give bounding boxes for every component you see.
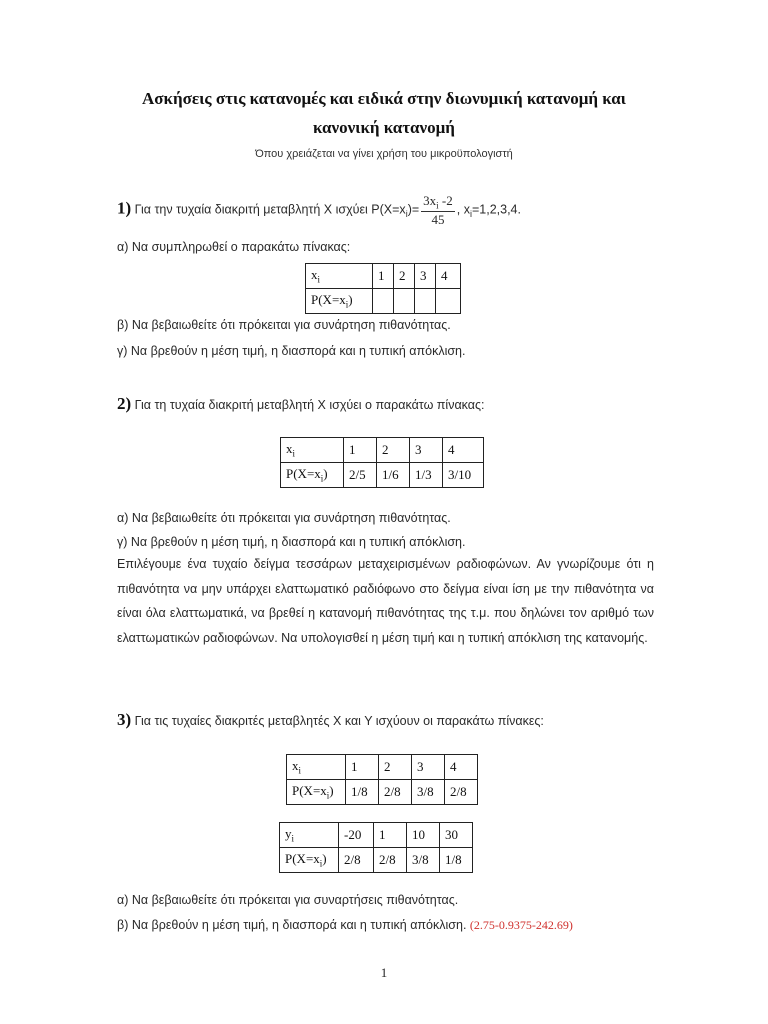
exercise-3-part-a: α) Να βεβαιωθείτε ότι πρόκειται για συναρτήσεις πιθανότητας. xyxy=(117,893,459,907)
exercise-1-domain-rest: =1,2,3,4. xyxy=(471,202,521,217)
row-label-sub: i xyxy=(292,448,296,459)
row-label-sub: i xyxy=(317,274,321,285)
row-label: P(X=x xyxy=(286,466,321,482)
table-cell: -20 xyxy=(339,823,374,848)
table-cell: 3 xyxy=(415,264,436,289)
table-cell: 30 xyxy=(440,823,473,848)
exercise-2-paragraph: Επιλέγουμε ένα τυχαίο δείγμα τεσσάρων μεταχειρισμένων ραδιοφώνων. Αν γνωρίζουμε ότι η πιθανότητα να μην υπάρχει ελαττωματικό ραδιόφωνο στο δείγμα είναι ίση με την πιθανότητα να είναι όλα ελαττωματικά, να βρεθεί η κατανομή πιθανότητας της τ.μ. που δηλώνει τον αριθμό των ελαττωματικών ραδιοφώνων. Να υπολογισθεί η μέση τιμή και η τυπική απόκλιση της κατανομής. xyxy=(117,557,654,645)
table-cell: 1 xyxy=(344,438,377,463)
table-cell: 2 xyxy=(379,755,412,780)
table-cell: 2 xyxy=(394,264,415,289)
row-label: P(X=x xyxy=(311,292,346,308)
exercise-1-number: 1) xyxy=(117,198,132,218)
table-cell: 10 xyxy=(407,823,440,848)
table-row xyxy=(306,289,461,314)
exercise-1-domain: , x xyxy=(456,202,470,217)
exercise-2-table xyxy=(280,437,484,488)
table-cell: 2 xyxy=(377,438,410,463)
table-cell: 1 xyxy=(373,264,394,289)
table-cell: 1/8 xyxy=(440,848,473,873)
exercise-3-number: 3) xyxy=(117,710,132,729)
exercise-3-part-b xyxy=(117,918,573,933)
row-label-end: ) xyxy=(329,783,334,799)
table-cell: 2/8 xyxy=(339,848,374,873)
row-label-sub: i xyxy=(320,473,324,484)
table-row xyxy=(287,780,478,805)
exercise-1-text: Για την τυχαία διακριτή μεταβλητή Χ ισχύει P(X=x xyxy=(134,202,406,217)
exercise-1-statement xyxy=(117,193,521,228)
table-cell: 4 xyxy=(443,438,484,463)
exercise-2-part-c: γ) Να βρεθούν η μέση τιμή, η διασπορά και η τυπική απόκλιση. xyxy=(117,535,466,549)
row-label-sub: i xyxy=(319,858,323,869)
row-label-sub: i xyxy=(298,765,302,776)
page-number: 1 xyxy=(380,965,388,980)
table-cell xyxy=(280,823,339,848)
exercise-1-eq: )= xyxy=(407,202,420,217)
table-cell xyxy=(415,289,436,314)
table-cell xyxy=(280,848,339,873)
exercise-3-table-y xyxy=(279,822,473,873)
document-title-line1: Ασκήσεις στις κατανομές και ειδικά στην διωνυμική κατανομή και xyxy=(142,89,626,108)
row-label-sub: i xyxy=(326,790,330,801)
row-label-end: ) xyxy=(348,292,353,308)
table-cell: 2/5 xyxy=(344,463,377,488)
table-cell: 3/8 xyxy=(412,780,445,805)
table-cell: 2/8 xyxy=(379,780,412,805)
row-label-sub: i xyxy=(345,299,349,310)
document-title-line2: κανονική κατανομή xyxy=(313,118,455,137)
table-cell: 1/8 xyxy=(346,780,379,805)
row-label-end: ) xyxy=(322,851,327,867)
table-cell xyxy=(306,289,373,314)
exercise-2-number: 2) xyxy=(117,394,132,413)
table-cell xyxy=(287,780,346,805)
table-cell: 1/6 xyxy=(377,463,410,488)
row-label: x xyxy=(292,758,299,774)
row-label: x xyxy=(311,267,318,283)
exercise-2-statement xyxy=(117,394,485,414)
fraction-numerator: 3x xyxy=(423,193,437,208)
row-label: y xyxy=(285,826,292,842)
table-cell: 1 xyxy=(346,755,379,780)
table-cell xyxy=(306,264,373,289)
row-label: P(X=x xyxy=(292,783,327,799)
table-cell: 4 xyxy=(436,264,461,289)
table-row xyxy=(280,823,473,848)
table-row xyxy=(280,848,473,873)
table-cell: 3 xyxy=(410,438,443,463)
table-cell: 2/8 xyxy=(445,780,478,805)
exercise-3-answer: (2.75-0.9375-242.69) xyxy=(469,918,573,932)
exercise-1-domain-sub: i xyxy=(469,209,472,220)
exercise-3-part-b-text: β) Να βρεθούν η μέση τιμή, η διασπορά και η τυπική απόκλιση. xyxy=(117,918,470,932)
table-cell: 3 xyxy=(412,755,445,780)
document-subtitle: Όπου χρειάζεται να γίνει χρήση του μικροϋπολογιστή xyxy=(255,148,513,160)
exercise-1-part-c: γ) Να βρεθούν η μέση τιμή, η διασπορά και η τυπική απόκλιση. xyxy=(117,344,466,358)
fraction-numerator-rest: -2 xyxy=(438,193,453,208)
exercise-2-part-a: α) Να βεβαιωθείτε ότι πρόκειται για συνάρτηση πιθανότητας. xyxy=(117,511,451,525)
exercise-1-part-a: α) Να συμπληρωθεί ο παρακάτω πίνακας: xyxy=(117,240,351,254)
table-cell: 1 xyxy=(374,823,407,848)
row-label: x xyxy=(286,441,293,457)
table-row xyxy=(281,438,484,463)
table-cell xyxy=(287,755,346,780)
row-label-sub: i xyxy=(291,833,295,844)
exercise-1-part-b: β) Να βεβαιωθείτε ότι πρόκειται για συνάρτηση πιθανότητας. xyxy=(117,318,451,332)
table-cell: 3/10 xyxy=(443,463,484,488)
fraction-denominator: 45 xyxy=(431,211,445,227)
table-cell: 2/8 xyxy=(374,848,407,873)
table-cell xyxy=(281,438,344,463)
exercise-1-fraction xyxy=(421,193,455,228)
exercise-1-sub: i xyxy=(405,209,408,220)
table-row xyxy=(287,755,478,780)
table-cell: 4 xyxy=(445,755,478,780)
exercise-3-statement xyxy=(117,710,544,730)
exercise-1-table xyxy=(305,263,461,314)
exercise-3-table-x xyxy=(286,754,478,805)
table-cell xyxy=(373,289,394,314)
table-cell: 1/3 xyxy=(410,463,443,488)
fraction-numerator-sub: i xyxy=(436,200,439,211)
table-row xyxy=(306,264,461,289)
row-label: P(X=x xyxy=(285,851,320,867)
exercise-2-text: Για τη τυχαία διακριτή μεταβλητή Χ ισχύει ο παρακάτω πίνακας: xyxy=(134,398,485,412)
row-label-end: ) xyxy=(323,466,328,482)
table-cell xyxy=(394,289,415,314)
table-cell: 3/8 xyxy=(407,848,440,873)
exercise-3-text: Για τις τυχαίες διακριτές μεταβλητές Χ και Υ ισχύουν οι παρακάτω πίνακες: xyxy=(134,714,544,728)
table-cell xyxy=(281,463,344,488)
table-cell xyxy=(436,289,461,314)
table-row xyxy=(281,463,484,488)
